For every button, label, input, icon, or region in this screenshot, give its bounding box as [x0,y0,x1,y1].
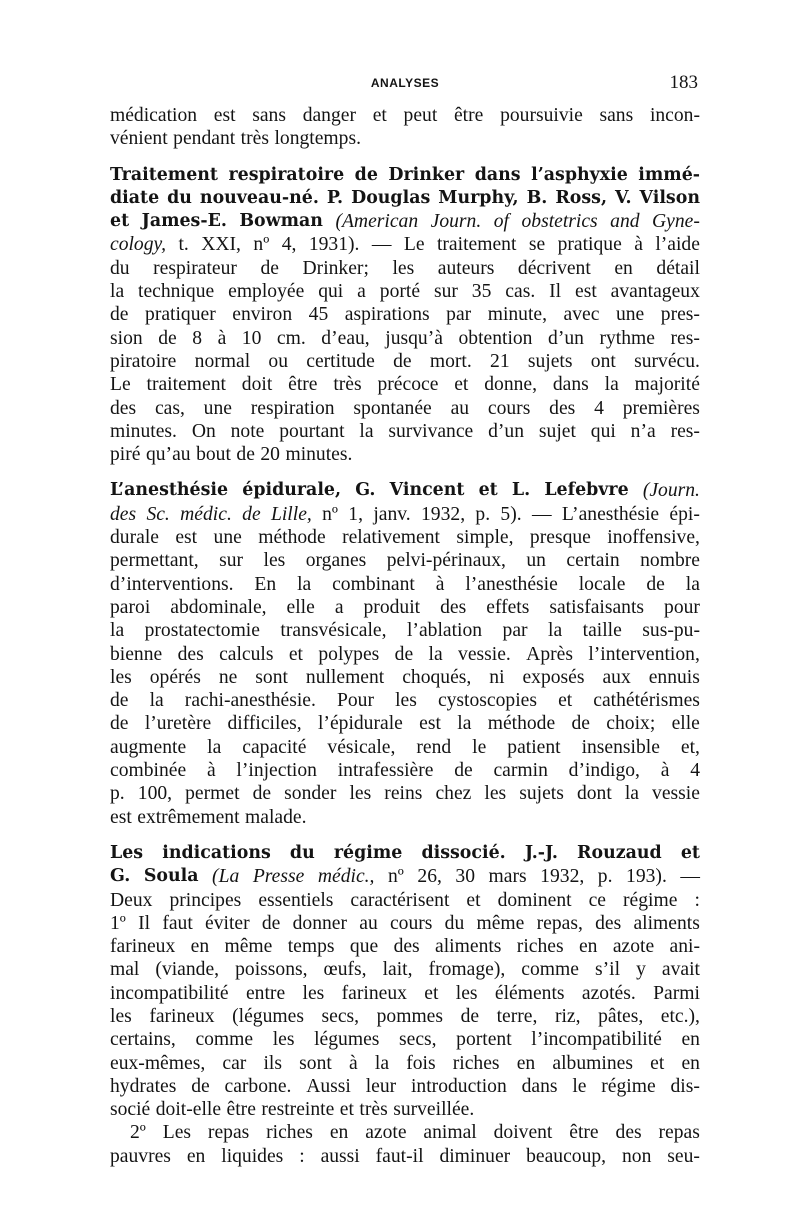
citation: des [110,503,137,525]
article-title-line: et James-E. Bowman (American Journ. of obstetrics and Gyne- [110,211,700,233]
citation: de [242,503,261,525]
citation: Presse [252,866,305,888]
text-line: Deux principes essentiels caractérisent et dominent ce régime : [110,889,700,911]
text-line: mal (viande, poissons, œufs, lait, fromage), comme s’il y avait [110,959,700,981]
text-line: est extrêmement malade. [110,806,307,828]
article-title-line: L’anesthésie épidurale, G. Vincent et L. Lefebvre (Journ. [110,480,700,502]
article-title-line: Les indications du régime dissocié. J.-J. Rouzaud et [110,842,700,863]
text-line: de pratiquer environ 45 aspirations par minute, avec une pres- [110,304,700,326]
text-line: vénient pendant très longtemps. [110,128,361,150]
text-line: du respirateur de Drinker; les auteurs décrivent en détail [110,257,700,279]
text-line: bienne des calculs et polypes de la vessie. Après l’intervention, [110,643,700,665]
text-line: la prostatectomie transvésicale, l’ablation par la taille sus-pu- [110,620,700,642]
text-line: certains, comme les légumes secs, portent l’incompatibilité en [110,1029,700,1051]
text-line: la technique employée qui a porté sur 35 cas. Il est avantageux [110,281,700,303]
text-line: des cas, une respiration spontanée au cours des 4 premières [110,397,700,419]
citation: Sc. [146,503,170,525]
citation: médic. [180,503,232,525]
text-line: eux-mêmes, car ils sont à la fois riches en albumines et en [110,1052,700,1074]
text-line: de la rachi-anesthésie. Pour les cystoscopies et cathétérismes [110,690,700,712]
text-line: hydrates de carbone. Aussi leur introduction dans le régime dis- [110,1075,700,1097]
page [110,70,700,1168]
text-line: les farineux (légumes secs, pommes de terre, riz, pâtes, etc.), [110,1005,700,1027]
text-line: incompatibilité entre les farineux et les éléments azotés. Parmi [110,982,700,1004]
text-line: augmente la capacité vésicale, rend le patient insensible et, [110,736,700,758]
text-line: les opérés ne sont nullement choqués, ni exposés aux ennuis [110,666,700,688]
citation: (American [335,211,419,233]
article-title-line: Traitement respiratoire de Drinker dans l’asphyxie immé- [110,164,700,185]
citation: Gyne- [652,211,700,233]
running-header [110,70,700,104]
text-line: cology, t. XXI, nº 4, 1931). — Le traitement se pratique à l’aide [110,234,700,256]
text-line: minutes. On note pourtant la survivance d’un sujet qui n’a res- [110,420,700,442]
section-title: ANALYSES [370,76,440,90]
text-line: socié doit-elle être restreinte et très surveillée. [110,1099,475,1121]
citation: médic., [317,866,375,888]
citation: (Journ. [642,480,700,502]
text-line: pauvres en liquides : aussi faut-il diminuer beaucoup, non seu- [110,1145,700,1167]
citation: of [493,211,509,233]
text-line: paroi abdominale, elle a produit des effets satisfaisants pour [110,596,700,618]
citation: Lille, [270,503,312,525]
page-number: 183 [669,72,698,93]
text-line: Le traitement doit être très précoce et donne, dans la majorité [110,374,700,396]
citation: Journ. [430,211,482,233]
text-line: médication est sans danger et peut être poursuivie sans incon- [110,105,700,126]
text-line: piré qu’au bout de 20 minutes. [110,444,353,466]
text-line: de l’uretère difficiles, l’épidurale est la méthode de choix; elle [110,713,700,735]
text-line: durale est une méthode relativement simple, presque inoffensive, [110,527,700,549]
text-line: piratoire normal ou certitude de mort. 21 sujets ont survécu. [110,350,700,372]
text-line: permettant, sur les organes pelvi-périnaux, un certain nombre [110,550,700,572]
text-line: d’interventions. En la combinant à l’anesthésie locale de la [110,573,700,595]
text-line: sion de 8 à 10 cm. d’eau, jusqu’à obtention d’un rythme res- [110,327,700,349]
text-line: combinée à l’injection intrafessière de carmin d’indigo, à 4 [110,760,700,782]
text-line: des Sc. médic. de Lille, nº 1, janv. 1932, p. 5). — L’anesthésie épi- [110,503,700,525]
citation: obstetrics [521,211,598,233]
article-title-line: G. Soula (La Presse médic., nº 26, 30 mars 1932, p. 193). — [110,866,700,888]
text-line: 2º Les repas riches en azote animal doivent être des repas [130,1122,700,1144]
citation: and [610,211,640,233]
text-line: 1º Il faut éviter de donner au cours du même repas, des aliments [110,912,700,934]
citation: (La [212,866,240,888]
citation: cology, [110,234,167,256]
text-line: farineux en même temps que des aliments riches en azote ani- [110,936,700,958]
text-line: p. 100, permet de sonder les reins chez les sujets dont la vessie [110,783,700,805]
text-body [110,104,700,1168]
article-title-line: diate du nouveau-né. P. Douglas Murphy, B. Ross, V. Vilson [110,187,700,208]
